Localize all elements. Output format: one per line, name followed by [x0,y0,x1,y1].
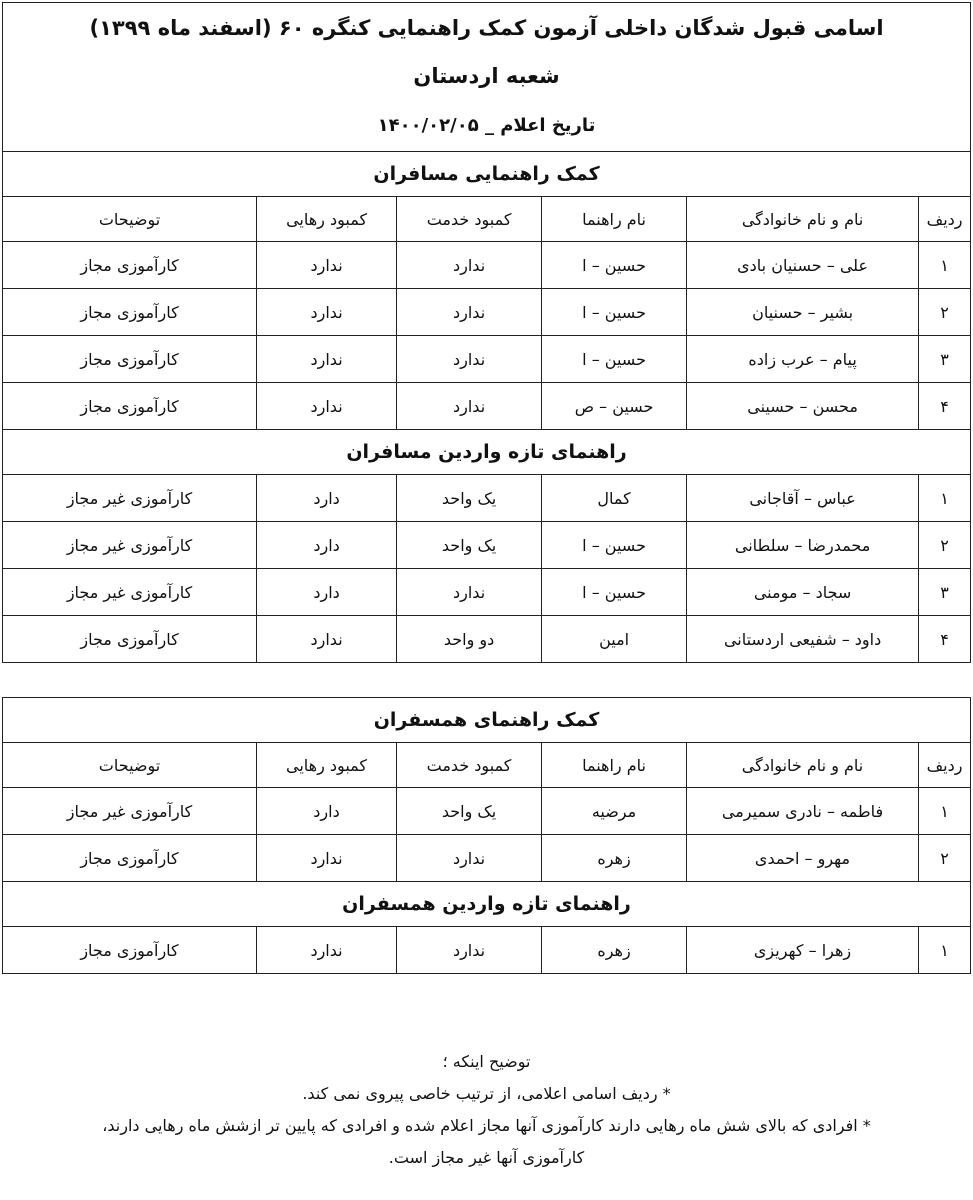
column-header-guide: نام راهنما [542,197,687,242]
cell-release-deficit: ندارد [257,336,397,383]
cell-row-number: ۳ [919,336,971,383]
cell-row-number: ۴ [919,616,971,663]
cell-name: زهرا – کهریزی [687,927,919,974]
cell-service-deficit: ندارد [397,835,542,882]
cell-service-deficit: دو واحد [397,616,542,663]
cell-service-deficit: ندارد [397,927,542,974]
cell-guide: کمال [542,475,687,522]
cell-notes: کارآموزی مجاز [3,383,257,430]
section-title: کمک راهنمای همسفران [3,698,971,743]
column-header-row [3,743,971,788]
cell-notes: کارآموزی مجاز [3,336,257,383]
column-header-notes: توضیحات [3,743,257,788]
cell-guide: زهره [542,927,687,974]
table-row [3,522,971,569]
cell-name: عباس – آقاجانی [687,475,919,522]
cell-release-deficit: ندارد [257,383,397,430]
cell-guide: حسین – ا [542,289,687,336]
table-row [3,336,971,383]
cell-row-number: ۱ [919,242,971,289]
table-row [3,927,971,974]
section-title: راهنمای تازه واردین همسفران [3,882,971,927]
cell-release-deficit: دارد [257,522,397,569]
column-header-release-deficit: کمبود رهایی [257,743,397,788]
footnote-training-rule-cont: کارآموزی آنها غیر مجاز است. [388,1148,585,1167]
section-title: راهنمای تازه واردین مسافران [3,430,971,475]
column-header-name: نام و نام خانوادگی [687,743,919,788]
table-row [3,835,971,882]
cell-name: پیام – عرب زاده [687,336,919,383]
cell-guide: زهره [542,835,687,882]
cell-name: محمدرضا – سلطانی [687,522,919,569]
cell-row-number: ۱ [919,475,971,522]
cell-service-deficit: ندارد [397,336,542,383]
cell-guide: حسین – ص [542,383,687,430]
cell-row-number: ۲ [919,522,971,569]
cell-guide: حسین – ا [542,522,687,569]
footnotes-heading: توضیح اینکه ؛ [442,1052,531,1071]
cell-name: سجاد – مومنی [687,569,919,616]
cell-release-deficit: دارد [257,788,397,835]
cell-service-deficit: یک واحد [397,788,542,835]
cell-service-deficit: ندارد [397,289,542,336]
footnote-training-rule: * افرادی که بالای شش ماه رهایی دارند کارآموزی آنها مجاز اعلام شده و افرادی که پایین تر ازشش ماه رهایی دارند، [102,1116,871,1135]
table-row [3,289,971,336]
table-row [3,569,971,616]
column-header-guide: نام راهنما [542,743,687,788]
cell-release-deficit: دارد [257,569,397,616]
results-table-travelers [2,2,971,663]
cell-service-deficit: یک واحد [397,475,542,522]
cell-name: علی – حسنیان بادی [687,242,919,289]
cell-name: بشیر – حسنیان [687,289,919,336]
table-row [3,475,971,522]
column-header-notes: توضیحات [3,197,257,242]
cell-notes: کارآموزی مجاز [3,927,257,974]
footnotes [0,1046,973,1174]
column-header-row-number: ردیف [919,743,971,788]
cell-notes: کارآموزی مجاز [3,289,257,336]
column-header-row [3,197,971,242]
cell-notes: کارآموزی غیر مجاز [3,522,257,569]
cell-name: مهرو – احمدی [687,835,919,882]
cell-service-deficit: ندارد [397,569,542,616]
cell-release-deficit: ندارد [257,835,397,882]
cell-guide: حسین – ا [542,569,687,616]
column-header-service-deficit: کمبود خدمت [397,743,542,788]
cell-row-number: ۲ [919,835,971,882]
cell-row-number: ۱ [919,788,971,835]
column-header-row-number: ردیف [919,197,971,242]
cell-notes: کارآموزی غیر مجاز [3,475,257,522]
cell-guide: مرضیه [542,788,687,835]
cell-row-number: ۱ [919,927,971,974]
cell-service-deficit: ندارد [397,383,542,430]
table-row [3,616,971,663]
cell-release-deficit: ندارد [257,242,397,289]
column-header-name: نام و نام خانوادگی [687,197,919,242]
results-table-companions [2,697,971,974]
cell-service-deficit: ندارد [397,242,542,289]
column-header-service-deficit: کمبود خدمت [397,197,542,242]
cell-notes: کارآموزی غیر مجاز [3,788,257,835]
cell-guide: حسین – ا [542,336,687,383]
cell-release-deficit: ندارد [257,927,397,974]
section-title: کمک راهنمایی مسافران [3,152,971,197]
cell-row-number: ۳ [919,569,971,616]
branch-name: شعبه اردستان [3,53,971,99]
table-row [3,383,971,430]
cell-release-deficit: ندارد [257,616,397,663]
cell-release-deficit: دارد [257,475,397,522]
cell-notes: کارآموزی مجاز [3,242,257,289]
cell-notes: کارآموزی مجاز [3,835,257,882]
cell-service-deficit: یک واحد [397,522,542,569]
cell-row-number: ۲ [919,289,971,336]
cell-notes: کارآموزی مجاز [3,616,257,663]
cell-release-deficit: ندارد [257,289,397,336]
document-title: اسامی قبول شدگان داخلی آزمون کمک راهنمایی کنگره ۶۰ (اسفند ماه ۱۳۹۹) [3,3,971,54]
cell-name: محسن – حسینی [687,383,919,430]
cell-guide: حسین – ا [542,242,687,289]
cell-guide: امین [542,616,687,663]
announce-date: تاریخ اعلام _ ۱۴۰۰/۰۲/۰۵ [3,99,971,152]
cell-name: فاطمه – نادری سمیرمی [687,788,919,835]
footnote-order: * ردیف اسامی اعلامی، از ترتیب خاصی پیروی نمی کند. [302,1084,671,1103]
cell-name: داود – شفیعی اردستانی [687,616,919,663]
table-row [3,242,971,289]
cell-row-number: ۴ [919,383,971,430]
cell-notes: کارآموزی غیر مجاز [3,569,257,616]
table-row [3,788,971,835]
column-header-release-deficit: کمبود رهایی [257,197,397,242]
